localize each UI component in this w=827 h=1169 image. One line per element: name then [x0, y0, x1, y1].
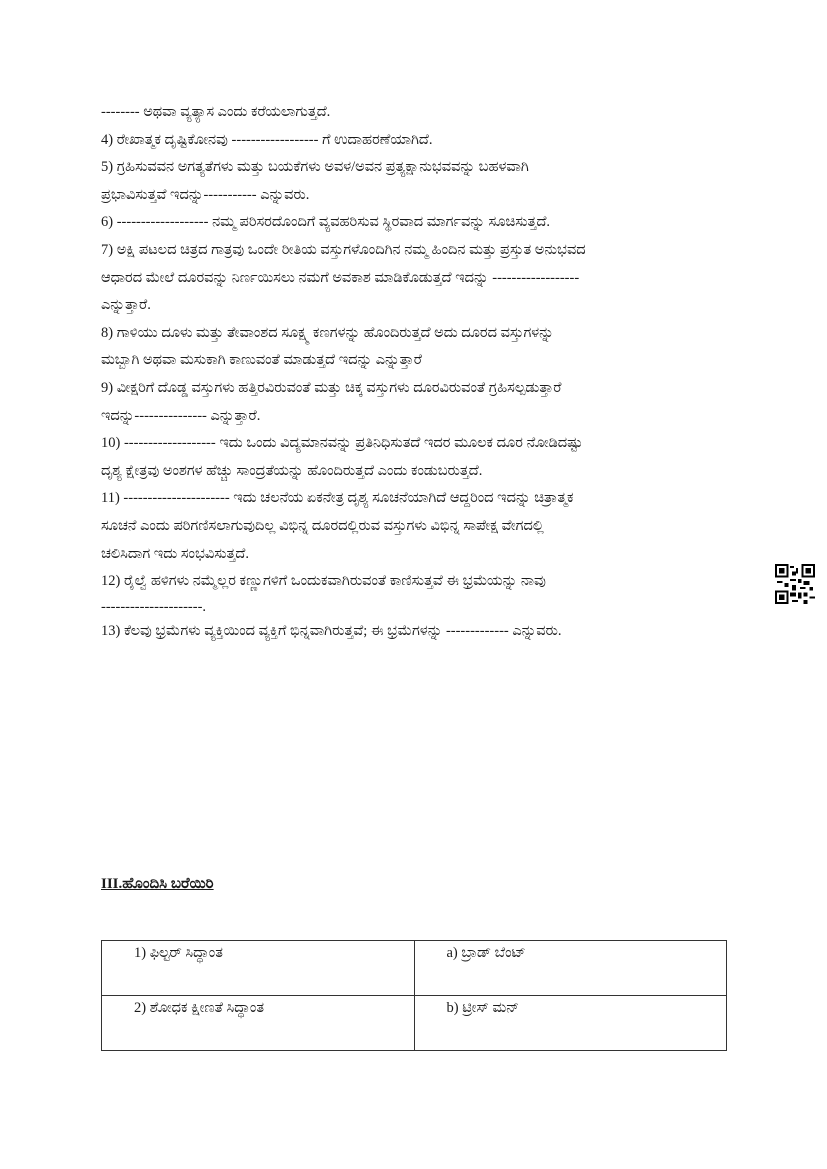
question-4: 4) ರೇಖಾತ್ಮಕ ದೃಷ್ಟಿಕೋನವು ------------------ ಗೆ ಉದಾಹರಣೆಯಾಗಿದೆ.: [101, 131, 433, 148]
question-list: [101, 99, 741, 645]
table-cell-right: b) ಟ್ರೀಸ್ ಮನ್: [414, 996, 727, 1051]
question-5: 5) ಗ್ರಹಿಸುವವನ ಅಗತ್ಯತೆಗಳು ಮತ್ತು ಬಯಕೆಗಳು ಅವಳ/ಅವನ ಪ್ರತ್ಯಕ್ಷಾನುಭವವನ್ನು ಬಹಳವಾಗಿ: [101, 159, 529, 176]
question-13: 13) ಕೆಲವು ಭ್ರಮೆಗಳು ವ್ಯಕ್ತಿಯಿಂದ ವ್ಯಕ್ತಿಗೆ ಭಿನ್ನವಾಗಿರುತ್ತವೆ; ಈ ಭ್ರಮೆಗಳನ್ನು ------------- ಎನ್ನುವರು.: [101, 622, 562, 639]
text-line: ---------------------.: [101, 598, 207, 615]
question-12: 12) ರೈಲ್ವೆ ಹಳಿಗಳು ನಮ್ಮೆಲ್ಲರ ಕಣ್ಣುಗಳಿಗೆ ಒಂದುಕವಾಗಿರುವಂತೆ ಕಾಣಿಸುತ್ತವೆ ಈ ಭ್ರಮೆಯನ್ನು ನಾವು: [101, 573, 546, 590]
table-row: [102, 996, 727, 1051]
text-line: ಸೂಚನೆ ಎಂದು ಪರಿಗಣಿಸಲಾಗುವುದಿಲ್ಲ ವಿಭಿನ್ನ ದೂರದಲ್ಲಿರುವ ವಸ್ತುಗಳು ವಿಭಿನ್ನ ಸಾಪೇಕ್ಷ ವೇಗದಲ್ಲಿ: [101, 517, 544, 534]
text-line: ದೃಶ್ಯ ಕ್ಷೇತ್ರವು ಅಂಶಗಳ ಹೆಚ್ಚು ಸಾಂದ್ರತೆಯನ್ನು ಹೊಂದಿರುತ್ತದೆ ಎಂದು ಕಂಡುಬರುತ್ತದೆ.: [101, 462, 483, 479]
text-line: ಎನ್ನುತ್ತಾರೆ.: [101, 297, 151, 314]
section-heading: III.ಹೊಂದಿಸಿ ಬರೆಯಿರಿ: [101, 876, 214, 892]
text-line: ಆಧಾರದ ಮೇಲೆ ದೂರವನ್ನು ನಿರ್ಣಯಿಸಲು ನಮಗೆ ಅವಕಾಶ ಮಾಡಿಕೊಡುತ್ತದೆ ಇದನ್ನು ------------------: [101, 269, 580, 286]
text-line: -------- ಅಥವಾ ವ್ಯತ್ಯಾಸ ಎಂದು ಕರೆಯಲಾಗುತ್ತದೆ.: [101, 104, 331, 120]
question-8: 8) ಗಾಳಿಯು ದೂಳು ಮತ್ತು ತೇವಾಂಶದ ಸೂಕ್ಷ್ಮ ಕಣಗಳನ್ನು ಹೊಂದಿರುತ್ತದೆ ಅದು ದೂರದ ವಸ್ತುಗಳನ್ನು: [101, 324, 554, 341]
text-line: ಪ್ರಭಾವಿಸುತ್ತವೆ ಇದನ್ನು----------- ಎನ್ನುವರು.: [101, 186, 310, 203]
match-table: [101, 940, 727, 1051]
text-line: ಮಬ್ಬಾಗಿ ಅಥವಾ ಮಸುಕಾಗಿ ಕಾಣುವಂತೆ ಮಾಡುತ್ತದೆ ಇದನ್ನು ಎನ್ನುತ್ತಾರೆ: [101, 352, 422, 369]
text-line: ಚಲಿಸಿದಾಗ ಇದು ಸಂಭವಿಸುತ್ತದೆ.: [101, 545, 250, 562]
question-6: 6) ------------------- ನಮ್ಮ ಪರಿಸರದೊಂದಿಗೆ ವ್ಯವಹರಿಸುವ ಸ್ಥಿರವಾದ ಮಾರ್ಗವನ್ನು ಸೂಚಿಸುತ್ತದೆ.: [101, 214, 551, 231]
question-11: 11) ---------------------- ಇದು ಚಲನೆಯ ಏಕನೇತ್ರ ದೃಶ್ಯ ಸೂಚನೆಯಾಗಿದೆ ಆದ್ದರಿಂದ ಇದನ್ನು ಚಿತ್ರಾತ್ಮಕ: [101, 490, 574, 507]
question-9: 9) ವೀಕ್ಷರಿಗೆ ದೊಡ್ಡ ವಸ್ತುಗಳು ಹತ್ತಿರವಿರುವಂತೆ ಮತ್ತು ಚಿಕ್ಕ ವಸ್ತುಗಳು ದೂರವಿರುವಂತೆ ಗ್ರಹಿಸಲ್ಪಡುತ್ತಾರೆ: [101, 379, 562, 396]
qr-code-icon: [775, 564, 815, 604]
table-cell-right: a) ಬ್ರಾಡ್ ಬೆಂಟ್: [414, 941, 727, 996]
table-cell-left: 2) ಶೋಧಕ ಕ್ಷೀಣತೆ ಸಿದ್ಧಾಂತ: [102, 996, 415, 1051]
table-row: [102, 941, 727, 996]
text-line: ಇದನ್ನು--------------- ಎನ್ನುತ್ತಾರೆ.: [101, 407, 261, 424]
question-10: 10) ------------------- ಇದು ಒಂದು ವಿದ್ಯಮಾನವನ್ನು ಪ್ರತಿನಿಧಿಸುತದೆ ಇದರ ಮೂಲಕ ದೂರ ನೋಡಿದಷ್ಟು: [101, 435, 583, 452]
question-7: 7) ಅಕ್ಷಿ ಪಟಲದ ಚಿತ್ರದ ಗಾತ್ರವು ಒಂದೇ ರೀತಿಯ ವಸ್ತುಗಳೊಂದಿಗಿನ ನಮ್ಮ ಹಿಂದಿನ ಮತ್ತು ಪ್ರಸ್ತುತ ಅನುಭವದ: [101, 241, 586, 258]
table-cell-left: 1) ಫಿಲ್ಟರ್ ಸಿದ್ಧಾಂತ: [102, 941, 415, 996]
